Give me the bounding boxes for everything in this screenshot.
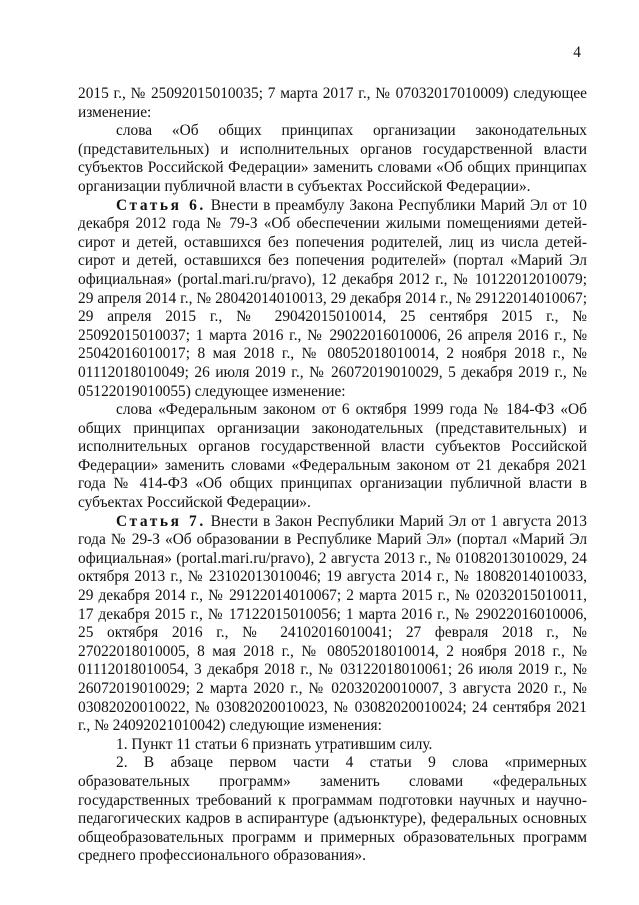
paragraph-amendment: слова «Об общих принципах организации законодательных (представительных) и исполнительных органов государственной власти субъектов Российской Федерации» заменить словами «Об общих принципах организации публичной власти в субъектах Российской Федерации». [78, 122, 587, 195]
article-6-label: Статья 6. [116, 196, 206, 214]
paragraph-amendment: слова «Федеральным законом от 6 октября 1999 года № 184-ФЗ «Об общих принципах организации законодательных (представительных) и исполнительных органов государственной власти субъектов Российской Федерации» заменить словами «Федеральным законом от 21 декабря 2021 года № 414-ФЗ «Об общих принципах организации публичной власти в субъектах Российской Федерации». [78, 401, 587, 512]
list-item: 2. В абзаце первом части 4 статьи 9 слова «примерных образовательных программ» заменить словами «федеральных государственных требований к программам подготовки научных и научно-педагогических кадров в аспирантуре (адъюнктуре), федеральных основных общеобразовательных программ и примерных образовательных программ среднего профессионального образования». [78, 754, 587, 865]
article-6-text: Внести в преамбулу Закона Республики Марий Эл от 10 декабря 2012 года № 79-З «Об обеспечении жилыми помещениями детей-сирот и детей, оставшихся без попечения родителей, лиц из числа детей-сирот и детей, оставшихся без попечения родителей» (портал «Марий Эл официальная» (portal.mari.ru/pravo), 12 декабря 2012 г., № 10122012010079; 29 апреля 2014 г., № 28042014010013, 29 декабря 2014 г., № 29122014010067; 29 апреля 2015 г., № 29042015010014, 25 сентября 2015 г., № 25092015010037; 1 марта 2016 г., № 29022016010006, 26 апреля 2016 г., № 25042016010017; 8 мая 2018 г., № 08052018010014, 2 ноября 2018 г., № 01112018010049; 26 июля 2019 г., № 26072019010029, 5 декабря 2019 г., № 05122019010055) следующее изменение: [78, 196, 587, 400]
document-body [78, 85, 587, 866]
paragraph-continuation: 2015 г., № 25092015010035; 7 марта 2017 г., № 07032017010009) следующее изменение: [78, 85, 587, 121]
list-item: 1. Пункт 11 статьи 6 признать утратившим силу. [116, 735, 433, 753]
article-7-text: Внести в Закон Республики Марий Эл от 1 августа 2013 года № 29-З «Об образовании в Республике Марий Эл» (портал «Марий Эл официальная» (portal.mari.ru/pravo), 2 августа 2013 г., № 01082013010029, 24 октября 2013 г., № 23102013010046; 19 августа 2014 г., № 18082014010033, 29 декабря 2014 г., № 29122014010067; 2 марта 2015 г., № 02032015010011, 17 декабря 2015 г., № 17122015010056; 1 марта 2016 г., № 29022016010006, 25 октября 2016 г., № 24102016010041; 27 февраля 2018 г., № 27022018010005, 8 мая 2018 г., № 08052018010014, 2 ноября 2018 г., № 01112018010054, 3 декабря 2018 г., № 03122018010061; 26 июля 2019 г., № 26072019010029; 2 марта 2020 г., № 02032020010007, 3 августа 2020 г., № 03082020010022, № 03082020010023, № 03082020010024; 24 сентября 2021 г., № 24092021010042) следующие изменения: [78, 512, 587, 735]
article-7-paragraph [78, 513, 587, 736]
page-number: 4 [573, 44, 581, 61]
article-6-paragraph [78, 197, 587, 402]
article-7-label: Статья 7. [116, 512, 206, 530]
